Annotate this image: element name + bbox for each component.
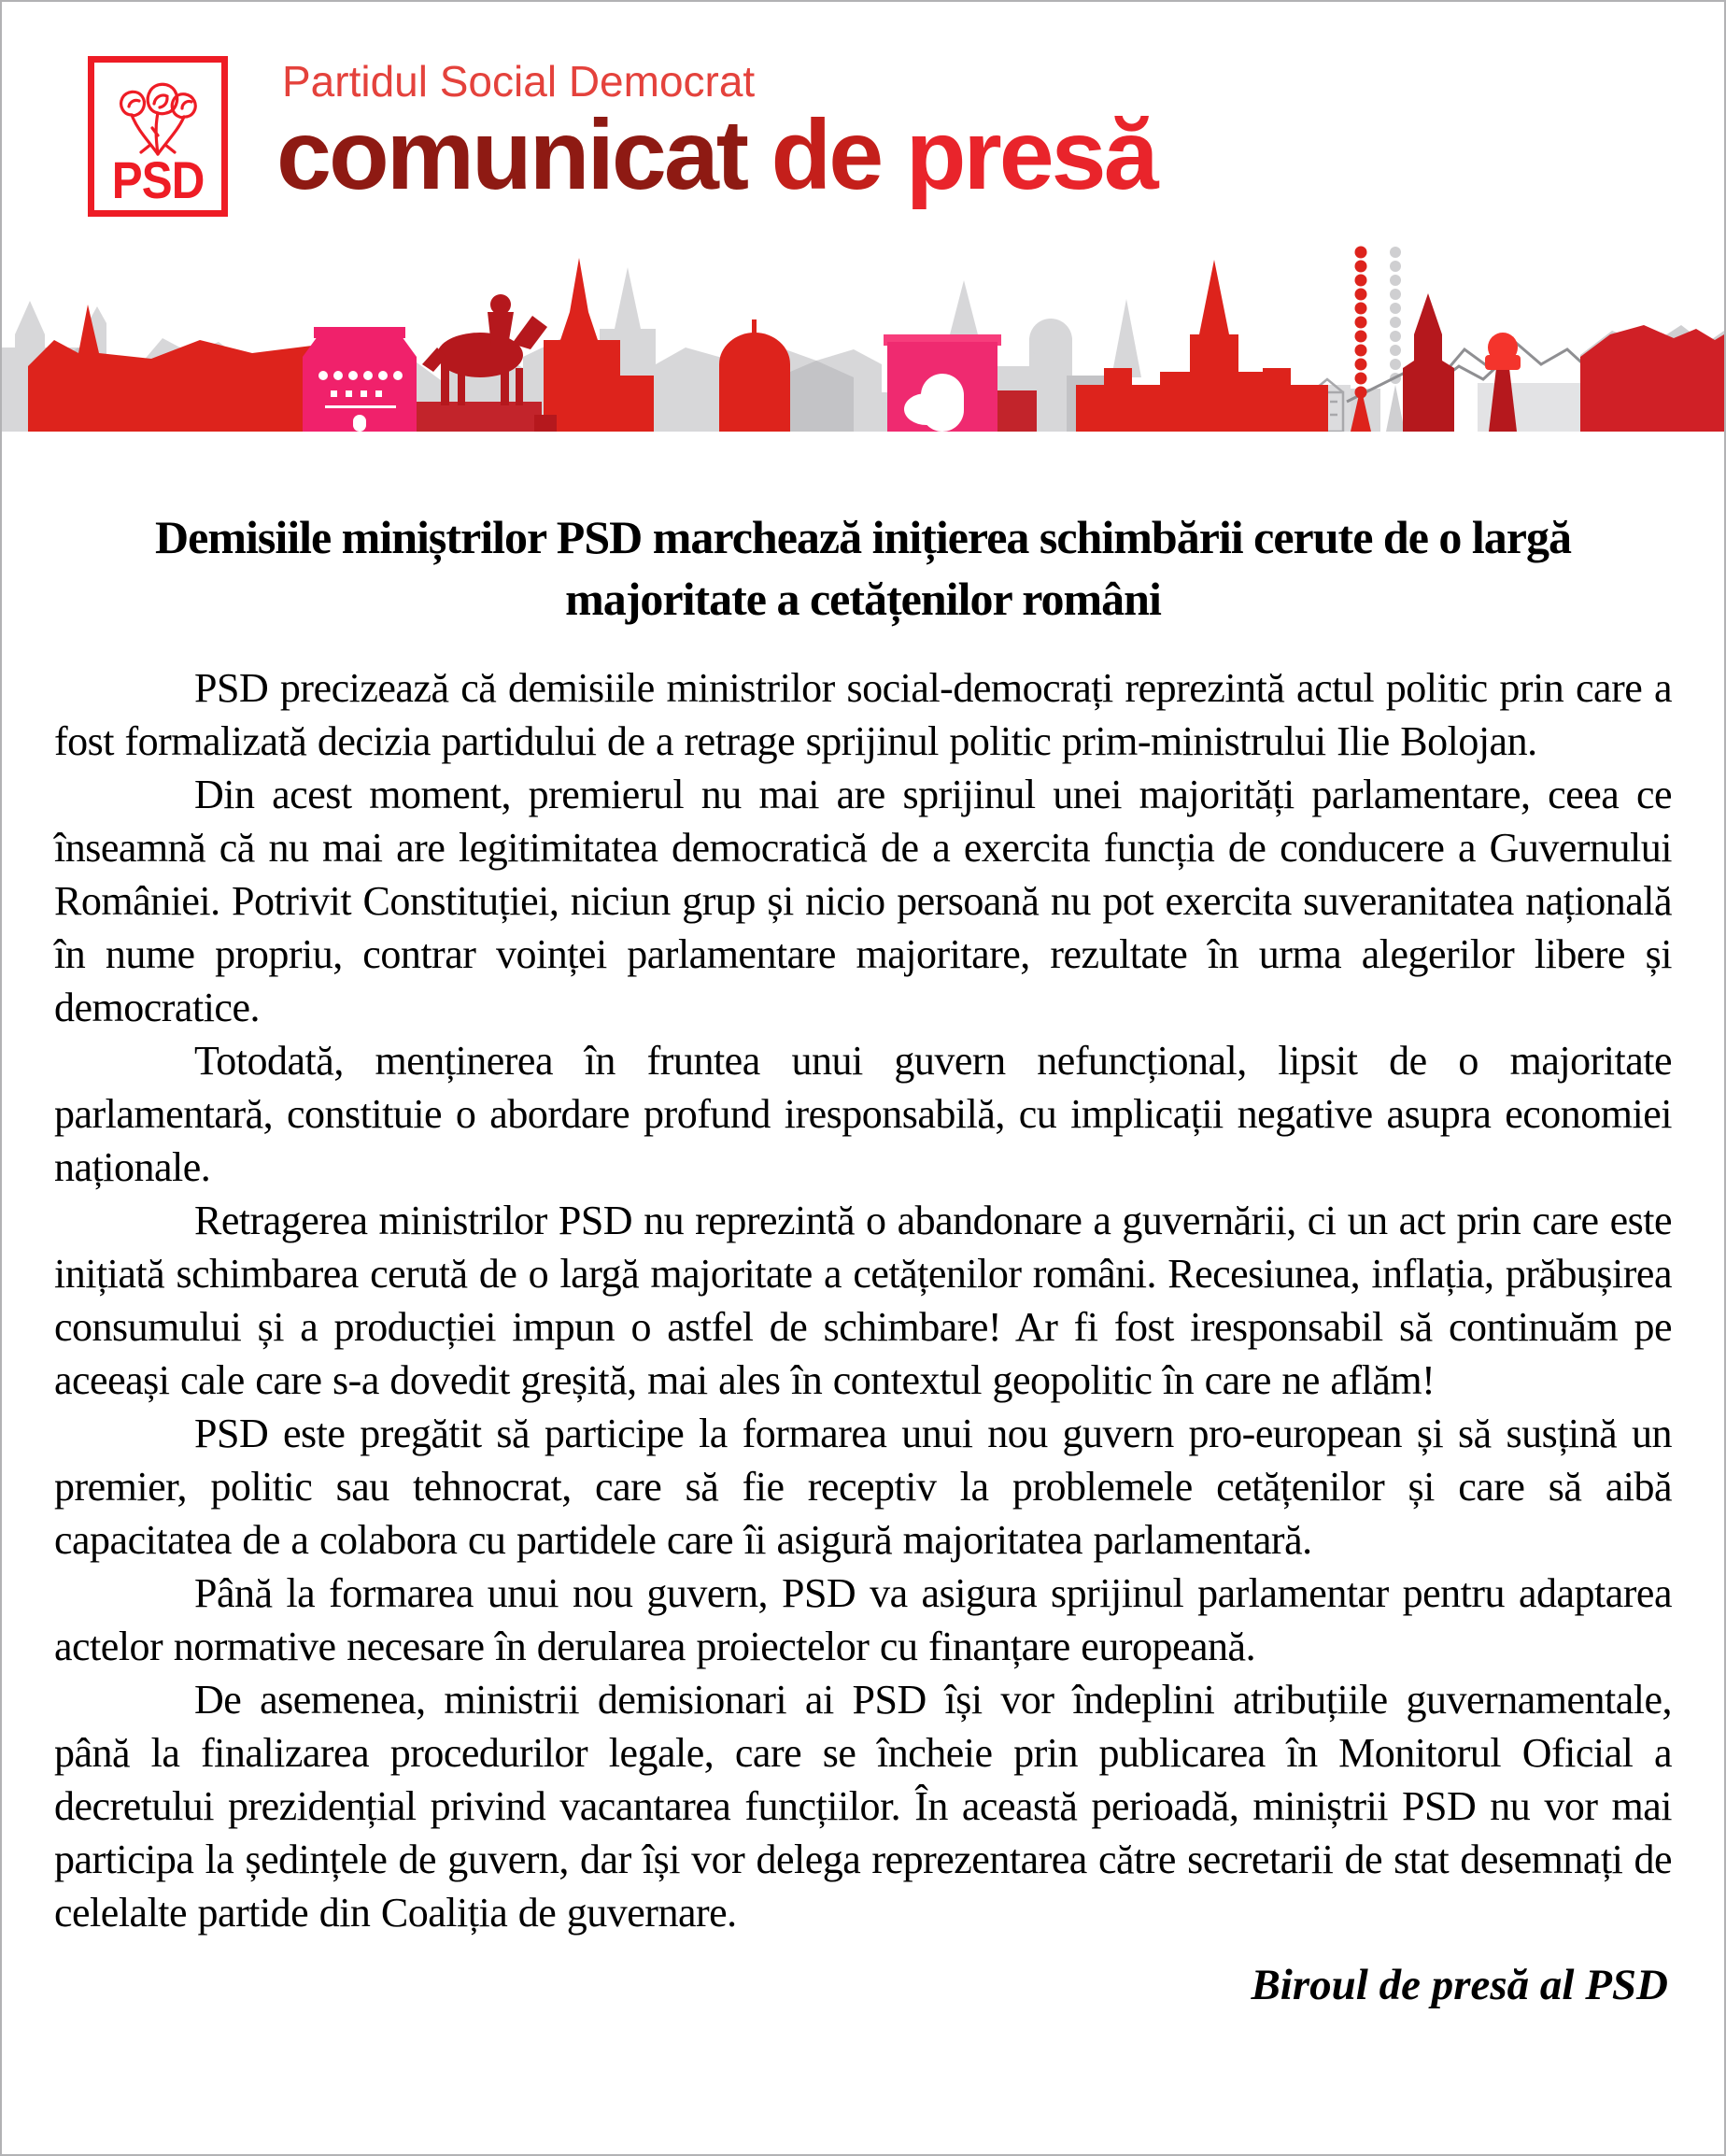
document-title: Demisiile miniștrilor PSD marchează inițierea schimbării cerute de o largă majoritate a cetățenilor români [155,511,1571,625]
psd-logo-text: PSD [111,150,205,209]
three-roses-icon [106,66,210,156]
paragraph-1: PSD precizează că demisiile ministrilor social-democrați reprezintă actul politic prin care a fost formalizată decizia partidului de a retrage sprijinul politic prim-ministrului Ilie Bolojan. [54,665,1672,764]
party-name: Partidul Social Democrat [282,57,756,106]
press-release-headline [276,99,1156,211]
headline-word-de: de [746,100,882,210]
paragraph-5: PSD este pregătit să participe la formarea unui nou guvern pro-european și să susțină un premier, politic sau tehnocrat, care să fie receptiv la problemele cetățenilor și care să aibă capacitatea de a colabora cu partidele care îi asigură majoritatea parlamentară. [54,1411,1672,1563]
headline-word-presa: presă [881,100,1156,210]
paragraph-2: Din acest moment, premierul nu mai are sprijinul unei majorități parlamentare, ceea ce înseamnă că nu mai are legitimitatea democratică de a exercita funcția de conducere a Guvernului României. Potrivit Constituției, niciun grup și nicio persoană nu pot exercita suveranitatea națională în nume propriu, contrar voinței parlamentare majoritare, rezultate în urma alegerilor libere și democratice. [54,772,1672,1030]
press-office-signature: Biroul de presă al PSD [1251,1961,1668,2009]
paragraph-3: Totodată, menținerea în fruntea unui guvern nefuncțional, lipsit de o majoritate parlamentară, constituie o abordare profund iresponsabilă, cu implicații negative asupra economiei naționale. [54,1038,1672,1190]
headline-word-comunicat: comunicat [276,100,747,210]
psd-logo [88,56,228,217]
city-skyline-illustration [2,245,1724,432]
paragraph-6: Până la formarea unui nou guvern, PSD va asigura sprijinul parlamentar pentru adaptarea actelor normative necesare în derularea proiectelor cu finanțare europeană. [54,1570,1672,1669]
paragraph-7: De asemenea, ministrii demisionari ai PSD își vor îndeplini atribuțiile guvernamentale, până la finalizarea procedurilor legale, care se încheie prin publicarea în Monitorul Oficial a decretului prezidențial privind vacantarea funcțiilor. În această perioadă, miniștrii PSD nu vor mai participa la ședințele de guvern, dar își vor delega reprezentarea către secretarii de stat desemnați de celelalte partide din Coaliția de guvernare. [54,1677,1672,1936]
paragraph-4: Retragerea ministrilor PSD nu reprezintă o abandonare a guvernării, ci un act prin care este inițiată schimbarea cerută de o largă majoritate a cetățenilor români. Recesiunea, inflația, prăbușirea consumului și a producției impun o astfel de schimbare! Ar fi fost iresponsabil să continuăm pe aceeași cale care s-a dovedit greșită, mai ales în contextul geopolitic în care ne aflăm! [54,1198,1672,1403]
press-release-body [2,506,1724,2010]
